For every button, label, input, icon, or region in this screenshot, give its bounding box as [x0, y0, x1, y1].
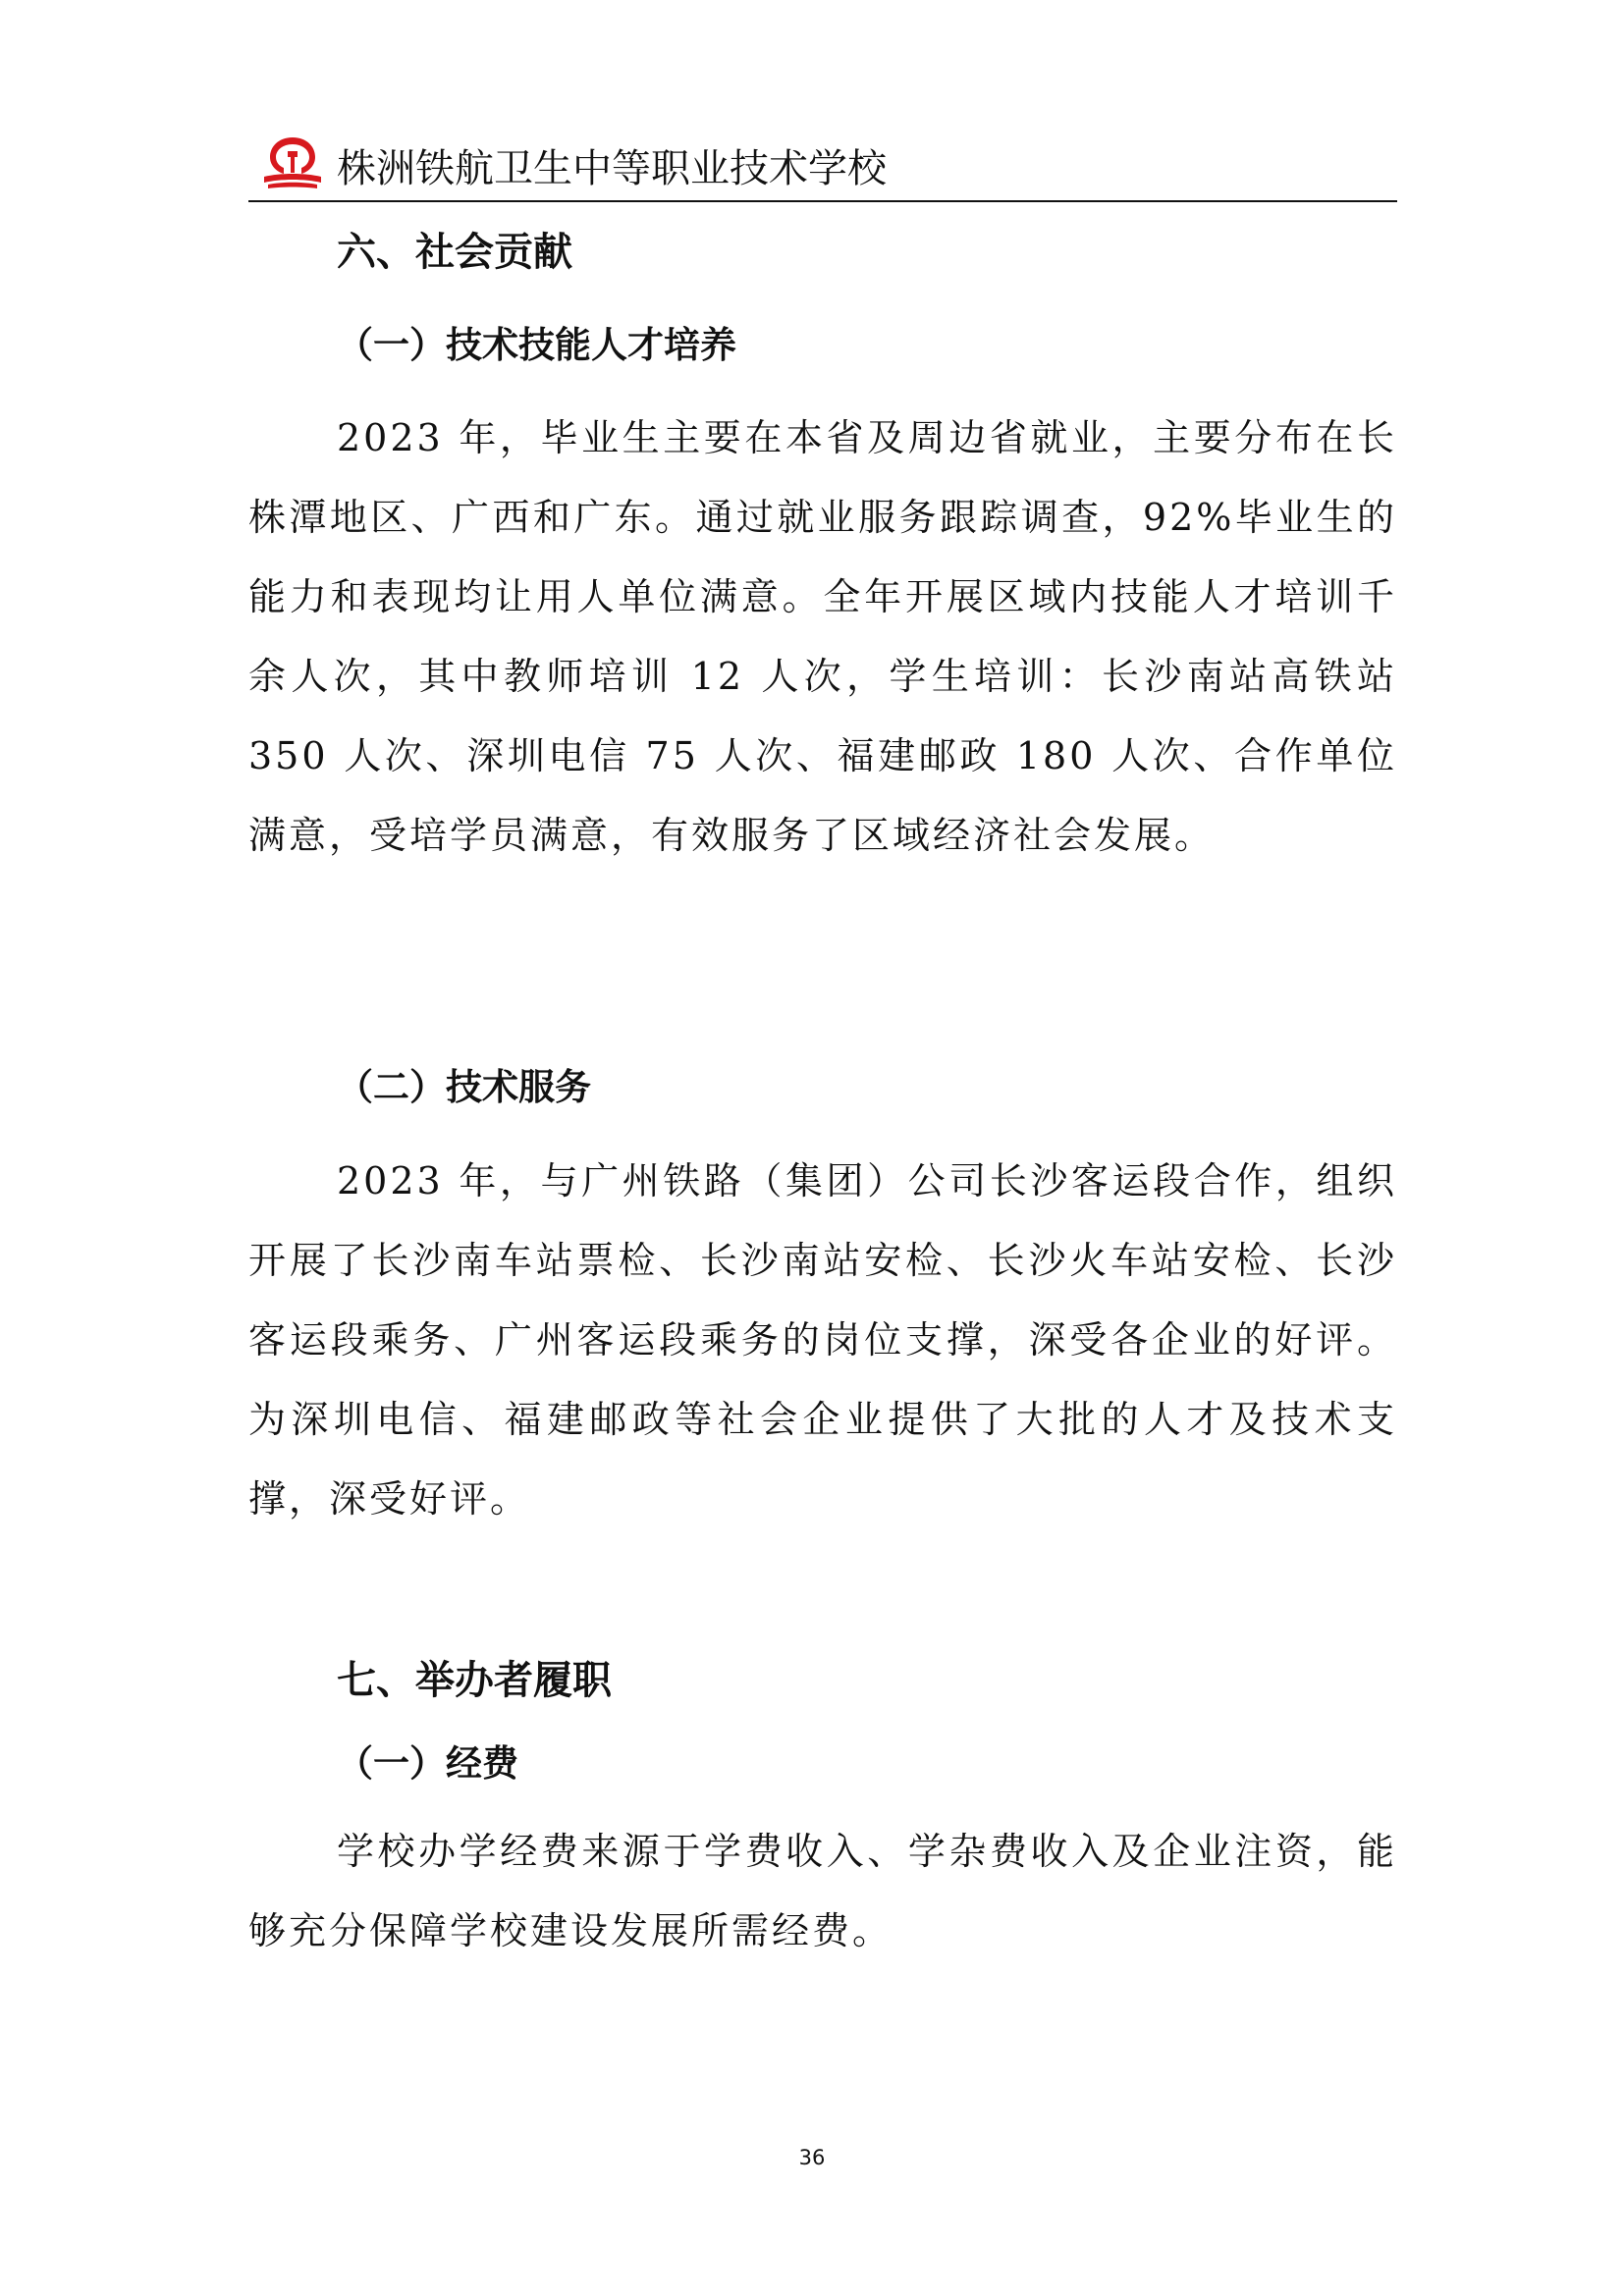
page-header [248, 126, 1397, 204]
section-six-sub2-body: 2023 年，与广州铁路（集团）公司长沙客运段合作，组织开展了长沙南车站票检、长沙南站安检、长沙火车站安检、长沙客运段乘务、广州客运段乘务的岗位支撑，深受各企业的好评。为深圳电信、福建邮政等社会企业提供了大批的人才及技术支撑，深受好评。 [248, 1159, 1397, 1521]
school-logo-icon [260, 133, 325, 190]
section-six-sub2-title: （二）技术服务 [337, 1066, 591, 1108]
page-number: 36 [798, 2146, 826, 2169]
section-seven-sub1-body: 学校办学经费来源于学费收入、学杂费收入及企业注资，能够充分保障学校建设发展所需经费。 [248, 1830, 1397, 1952]
header-divider [248, 200, 1397, 202]
section-six-sub1-title: （一）技术技能人才培养 [337, 324, 736, 366]
section-seven-sub1-title: （一）经费 [337, 1742, 518, 1785]
school-name: 株洲铁航卫生中等职业技术学校 [337, 146, 887, 191]
section-six-sub1-body: 2023 年，毕业生主要在本省及周边省就业，主要分布在长株潭地区、广西和广东。通过就业服务跟踪调查，92%毕业生的能力和表现均让用人单位满意。全年开展区域内技能人才培训千余人次，其中教师培训 12 人次，学生培训：长沙南站高铁站 350 人次、深圳电信 75 人次、福建邮政 180 人次、合作单位满意，受培学员满意，有效服务了区域经济社会发展。 [248, 416, 1397, 857]
section-six-title: 六、社会贡献 [337, 230, 572, 275]
section-seven-title: 七、举办者履职 [337, 1658, 612, 1703]
